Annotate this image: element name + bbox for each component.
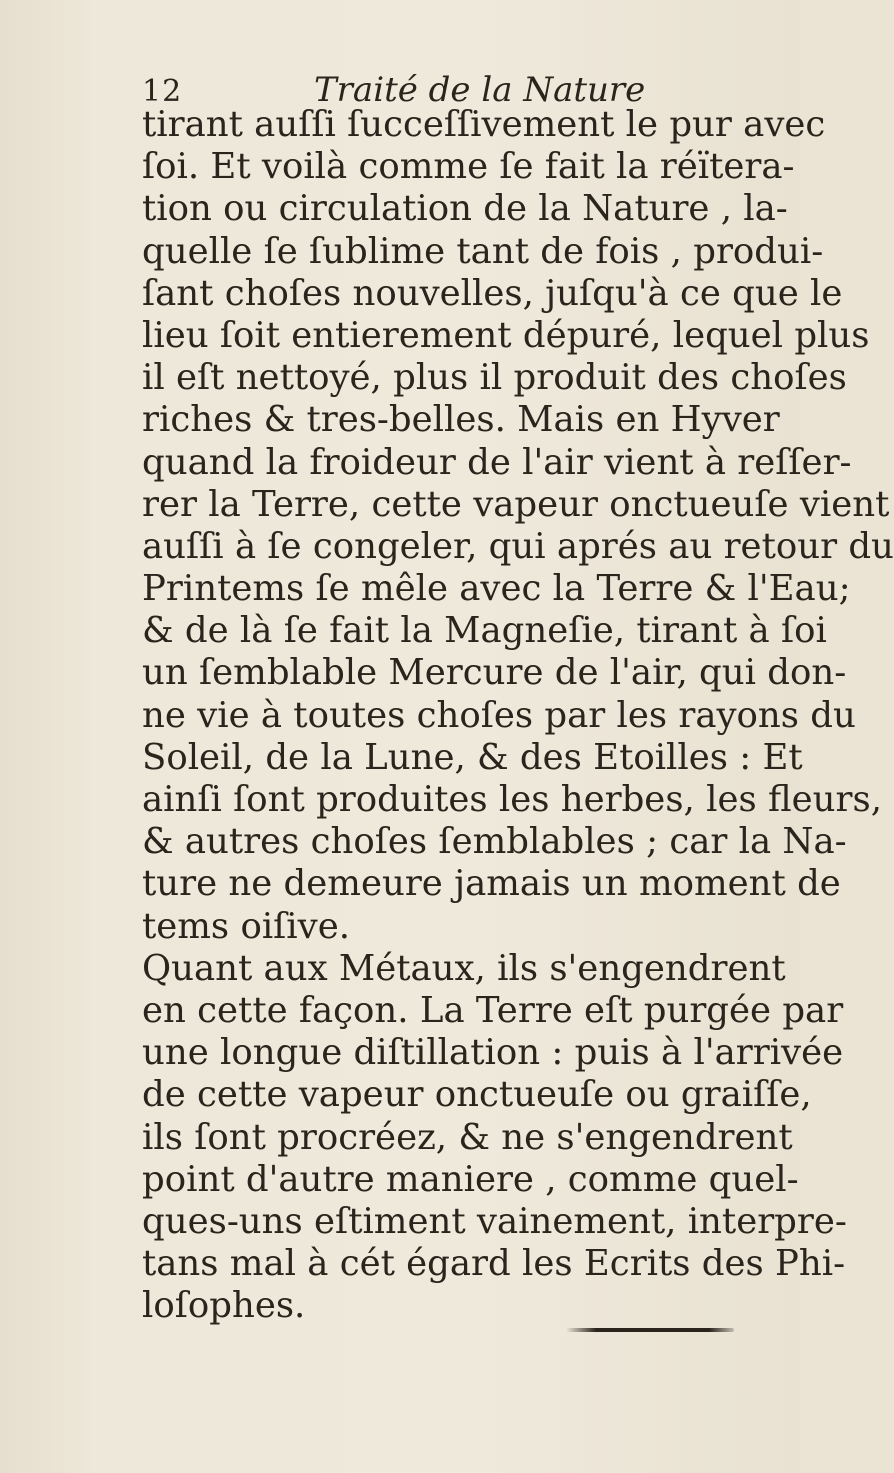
- text-line: Soleil, de la Lune, & des Etoilles : Et: [142, 736, 803, 778]
- text-line: ſoi. Et voilà comme ſe fait la réïtera-: [142, 146, 795, 188]
- tail-ornament-rule: [566, 1328, 734, 1332]
- text-line: & autres choſes ſemblables ; car la Na-: [142, 821, 847, 863]
- text-line: tirant auſſi ſucceſſivement le pur avec: [142, 104, 826, 145]
- text-line: ques-uns eſtiment vainement, interpre-: [142, 1200, 847, 1242]
- text-line: en cette façon. La Terre eſt purgée par: [142, 989, 844, 1031]
- text-line: de cette vapeur onctueuſe ou graiſſe,: [142, 1074, 812, 1116]
- paragraph-start-line: Quant aux Métaux, ils s'engendrent: [142, 947, 786, 989]
- text-line: ture ne demeure jamais un moment de: [142, 863, 841, 905]
- text-line: tans mal à cét égard les Ecrits des Phi-: [142, 1243, 846, 1285]
- text-line: ne vie à toutes choſes par les rayons du: [142, 694, 856, 736]
- body-text: [142, 104, 894, 1327]
- text-line: tion ou circulation de la Nature , la-: [142, 188, 788, 230]
- text-line: tems oiſive.: [142, 905, 351, 947]
- text-line: une longue diſtillation : puis à l'arrivée: [142, 1032, 844, 1074]
- text-line: ainſi ſont produites les herbes, les fleurs,: [142, 779, 882, 820]
- text-line: rer la Terre, cette vapeur onctueuſe vient: [142, 483, 890, 525]
- text-line: quelle ſe ſublime tant de fois , produi-: [142, 230, 824, 272]
- text-line: il eſt nettoyé, plus il produit des choſes: [142, 357, 847, 399]
- text-line: un ſemblable Mercure de l'air, qui don-: [142, 652, 847, 694]
- page-number: 12: [142, 74, 183, 109]
- text-line: ſant choſes nouvelles, juſqu'à ce que le: [142, 272, 843, 314]
- text-line: loſophes.: [142, 1285, 306, 1327]
- text-line: & de là ſe fait la Magneſie, tirant à ſoi: [142, 610, 827, 652]
- text-line: point d'autre maniere , comme quel-: [142, 1158, 799, 1200]
- running-title: Traité de la Nature: [314, 70, 646, 110]
- text-line: Printems ſe mêle avec la Terre & l'Eau;: [142, 568, 851, 610]
- text-line: quand la froideur de l'air vient à reſſer-: [142, 441, 852, 483]
- text-line: riches & tres-belles. Mais en Hyver: [142, 399, 780, 441]
- text-line: ils ſont procréez, & ne s'engendrent: [142, 1116, 793, 1158]
- text-line: auſſi à ſe congeler, qui aprés au retour du: [142, 525, 894, 567]
- text-line: lieu ſoit entierement dépuré, lequel plus: [142, 314, 870, 356]
